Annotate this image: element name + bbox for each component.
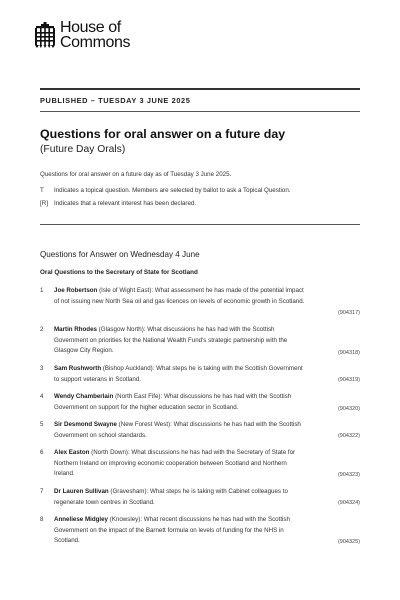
question-item xyxy=(40,420,360,446)
constituency: (North Down): xyxy=(91,449,130,456)
page-title: Questions for oral answer on a future day xyxy=(40,127,286,141)
divider-rule xyxy=(40,111,360,112)
question-reference: (904322) xyxy=(337,433,360,439)
constituency: (New Forest West): xyxy=(118,421,172,428)
question-number: 5 xyxy=(40,421,44,428)
constituency: (Knowsley): xyxy=(109,516,143,523)
question-text: Government on support for the higher education sector in Scotland. xyxy=(54,403,239,411)
question-item xyxy=(40,325,360,361)
legend-text: Indicates that a relevant interest has been declared. xyxy=(54,200,197,207)
question-reference: (904325) xyxy=(337,539,360,545)
question-text: Government on the impact of the Barnett formula on levels of funding for the NHS in xyxy=(54,526,284,534)
question-reference: (904324) xyxy=(337,500,360,506)
legend-text: Indicates a topical question. Members are selected by ballot to ask a Topical Question. xyxy=(54,187,291,194)
constituency: (Glasgow North): xyxy=(98,326,146,333)
question-text: Government on school standards. xyxy=(54,431,147,439)
question-reference: (904320) xyxy=(337,406,360,412)
logo-line-2: Commons xyxy=(60,34,131,51)
logo-line-1: House of xyxy=(60,19,121,36)
question-text: What discussions he has had with the Scottish xyxy=(147,326,275,333)
section-heading: Questions for Answer on Wednesday 4 June xyxy=(40,250,200,259)
house-of-commons-logo xyxy=(34,20,130,50)
question-text: What steps he is taking with the Scottish Government xyxy=(156,365,303,372)
question-text: What steps he is taking with Cabinet colleagues to xyxy=(149,488,288,495)
question-reference: (904323) xyxy=(337,472,360,478)
question-item xyxy=(40,448,360,484)
question-number: 4 xyxy=(40,393,44,400)
question-number: 3 xyxy=(40,365,44,372)
question-text: to support veterans in Scotland. xyxy=(54,375,142,383)
member-name: Dr Lauren Sullivan xyxy=(54,488,109,495)
question-item xyxy=(40,364,360,390)
constituency: (Isle of Wight East): xyxy=(99,287,154,294)
member-name: Wendy Chamberlain xyxy=(54,393,114,400)
question-item xyxy=(40,515,360,551)
question-item xyxy=(40,392,360,418)
question-text: Glasgow City Region. xyxy=(54,347,114,355)
question-number: 2 xyxy=(40,326,44,333)
page-subtitle: (Future Day Orals) xyxy=(40,144,126,155)
member-name: Alex Easton xyxy=(54,449,90,456)
constituency: (Bishop Auckland): xyxy=(102,365,155,372)
member-name: Anneliese Midgley xyxy=(54,516,108,523)
question-text: Government on priorities for the National Wealth Fund's strategic partnership with the xyxy=(54,336,288,344)
question-reference: (904318) xyxy=(337,350,360,356)
question-text: Scotland. xyxy=(54,537,80,545)
section-rule xyxy=(40,224,360,225)
member-name: Martin Rhodes xyxy=(54,326,97,333)
legend-topical xyxy=(40,187,291,194)
question-text: Northern Ireland on improving economic cooperation between Scotland and Northern xyxy=(54,459,287,467)
question-text: of not issuing new North Sea oil and gas licences on levels of economic growth in Scotland. xyxy=(54,297,305,305)
published-date: PUBLISHED – TUESDAY 3 JUNE 2025 xyxy=(40,96,191,105)
question-text: What recent discussions he has had with the Scottish xyxy=(143,516,290,523)
question-text: What assessment he has made of the potential impact xyxy=(154,287,304,294)
legend-key: [R] xyxy=(40,200,48,207)
question-text: What discussions he has had with the Scottish xyxy=(173,421,301,428)
question-reference: (904317) xyxy=(337,310,360,316)
intro-text: Questions for oral answer on a future day as of Tuesday 3 June 2025. xyxy=(40,171,232,178)
legend-interest xyxy=(40,200,196,207)
member-name: Sam Rushworth xyxy=(54,365,102,372)
member-name: Sir Desmond Swayne xyxy=(54,421,117,428)
question-number: 8 xyxy=(40,516,44,523)
question-reference: (904319) xyxy=(337,377,360,383)
subsection-heading: Oral Questions to the Secretary of State for Scotland xyxy=(40,269,198,276)
member-name: Joe Robertson xyxy=(54,287,98,294)
portcullis-icon xyxy=(34,22,56,49)
question-number: 7 xyxy=(40,488,44,495)
question-item xyxy=(40,487,360,513)
question-number: 6 xyxy=(40,449,44,456)
constituency: (North East Fife): xyxy=(115,393,163,400)
legend-key: T xyxy=(40,187,44,194)
question-number: 1 xyxy=(40,287,44,294)
question-text: What discussions he has had with the Secretary of State for xyxy=(131,449,296,456)
question-text: Ireland. xyxy=(54,470,75,478)
question-text: What discussions he has had with the Scottish xyxy=(163,393,292,400)
top-rule xyxy=(40,88,360,90)
question-text: regenerate town centres in Scotland. xyxy=(54,498,155,506)
constituency: (Gravesham): xyxy=(110,488,149,495)
question-item xyxy=(40,286,360,320)
